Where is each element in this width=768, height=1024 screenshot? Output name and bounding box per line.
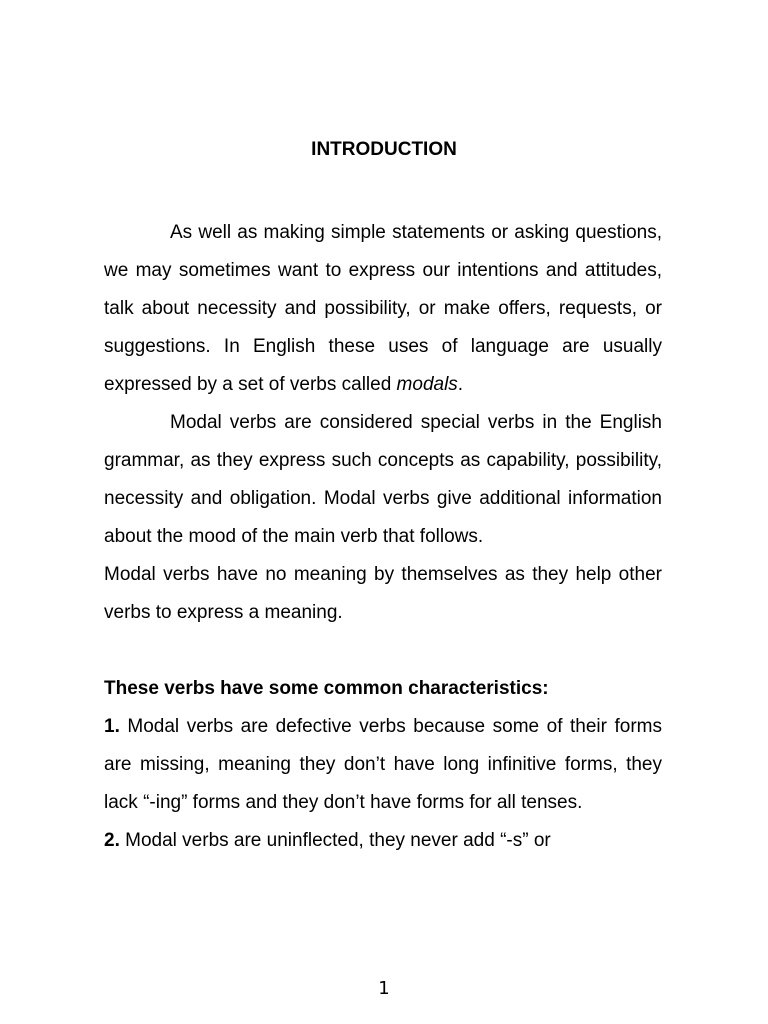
paragraph-intro-text: As well as making simple statements or asking questions, we may sometimes want to express our intentions and attitudes, talk about necessity and possibility, or make offers, requests, or suggestions. In English these uses of language are usually expressed by a set of verbs called bbox=[104, 222, 662, 395]
list-item-number: 2. bbox=[104, 830, 120, 851]
section-heading: These verbs have some common characteristics: bbox=[104, 678, 549, 699]
modals-term: modals bbox=[396, 374, 458, 395]
list-item bbox=[104, 708, 662, 822]
paragraph-modal-verbs: Modal verbs are considered special verbs in the English grammar, as they express such concepts as capability, possibility, necessity and obligation. Modal verbs give additional information about the mood of the main verb that follows. bbox=[104, 412, 662, 547]
paragraph-intro-end: . bbox=[457, 374, 464, 395]
list-item-text: Modal verbs are uninflected, they never add “-s” or bbox=[125, 830, 551, 851]
list-item bbox=[104, 822, 662, 860]
paragraph-meaning: Modal verbs have no meaning by themselves as they help other verbs to express a meaning. bbox=[104, 564, 662, 623]
page-number: 1 bbox=[378, 978, 390, 999]
paragraph-spacer bbox=[104, 632, 662, 670]
list-item-number: 1. bbox=[104, 716, 120, 737]
document-body bbox=[104, 214, 662, 860]
list-item-text: Modal verbs are defective verbs because some of their forms are missing, meaning they don’t have long infinitive forms, they lack “-ing” forms and they don’t have forms for all tenses. bbox=[104, 716, 663, 813]
paragraph-intro bbox=[104, 214, 662, 404]
page-title: INTRODUCTION bbox=[311, 139, 457, 160]
